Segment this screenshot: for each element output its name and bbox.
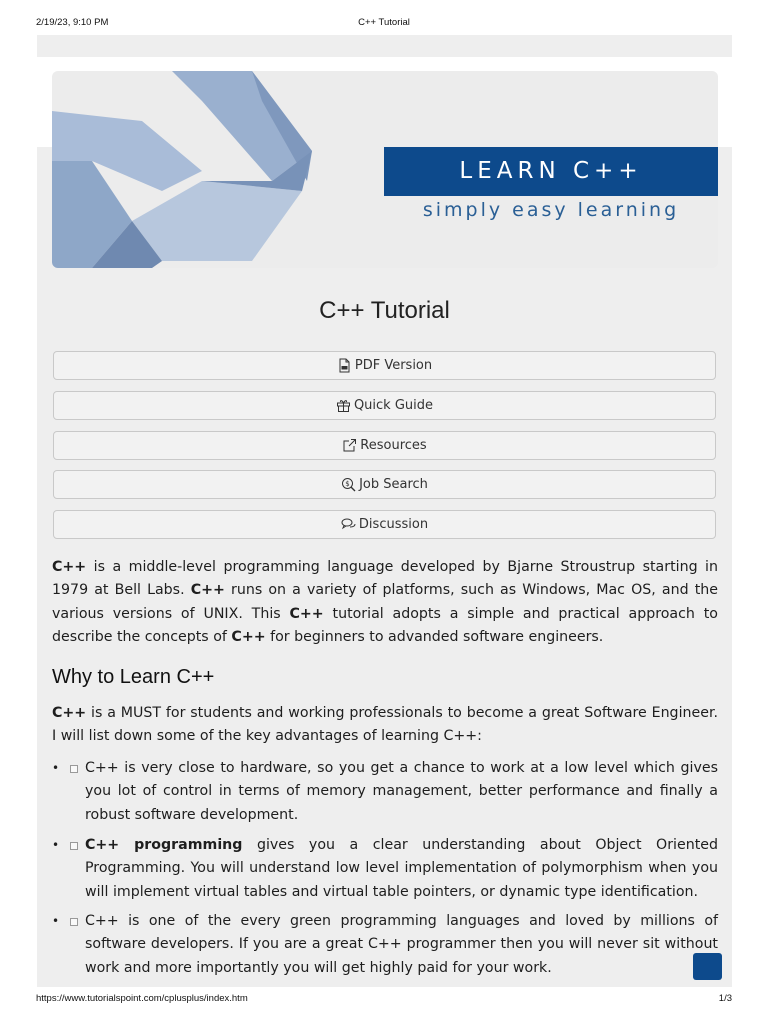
resources-label: Resources bbox=[360, 438, 427, 453]
gift-icon bbox=[336, 398, 351, 413]
bullet-text bbox=[85, 834, 718, 904]
why-lead-text: is a MUST for students and working professionals to become a great Software Engineer. I will list down some of the key advantages of learning C++: bbox=[52, 705, 718, 745]
bullet-dot: • bbox=[52, 838, 60, 852]
bullet-body: C++ is very close to hardware, so you get a chance to work at a low level which gives you lot of control in terms of memory management, better performance and finally a robust software development. bbox=[85, 760, 718, 823]
list-item bbox=[52, 757, 718, 827]
why-lead-section bbox=[52, 702, 718, 749]
intro-text-1: is a middle-level programming language developed by Bjarne Stroustrup starting in 1979 at Bell Labs. bbox=[52, 559, 718, 599]
intro-text-4: for beginners to advanded software engineers. bbox=[265, 628, 604, 645]
external-link-icon bbox=[342, 438, 357, 453]
resources-button[interactable] bbox=[53, 431, 716, 460]
pdf-version-label: PDF Version bbox=[354, 358, 433, 373]
cpp-term: C++ bbox=[52, 705, 87, 721]
bullet-text bbox=[85, 910, 718, 980]
intro-paragraph bbox=[52, 556, 718, 649]
pdf-icon bbox=[337, 358, 352, 373]
job-search-label: Job Search bbox=[359, 477, 428, 492]
learn-cpp-heading: LEARN C++ bbox=[384, 147, 718, 196]
bullet-dot: • bbox=[52, 914, 60, 928]
cpp-term: C++ bbox=[231, 628, 266, 645]
why-lead-paragraph bbox=[52, 702, 718, 749]
intro-text-2: runs on a variety of platforms, such as Windows, Mac OS, and the various versions of UNIX. This bbox=[52, 582, 718, 622]
bullet-image-icon bbox=[70, 842, 78, 850]
print-title: C++ Tutorial bbox=[358, 17, 410, 28]
quick-guide-button[interactable] bbox=[53, 391, 716, 420]
page-title: C++ Tutorial bbox=[319, 297, 450, 324]
scroll-to-top-button[interactable] bbox=[693, 953, 722, 980]
discussion-label: Discussion bbox=[358, 517, 429, 532]
print-datetime: 2/19/23, 9:10 PM bbox=[36, 17, 109, 28]
bullet-body: gives you a clear understanding about Object Oriented Programming. You will understand low level implementation of polymorphism when you will implement virtual tables and virtual table pointers, or dynamic type identification. bbox=[85, 837, 718, 900]
quick-guide-label: Quick Guide bbox=[353, 398, 434, 413]
cpp-term: C++ bbox=[289, 605, 324, 622]
cpp-programming-link[interactable]: C++ programming bbox=[85, 837, 243, 853]
intro-text-3: tutorial adopts a simple and practical approach to describe the concepts of bbox=[52, 605, 718, 645]
bullet-body: C++ is one of the every green programming languages and loved by millions of software developers. If you are a great C++ programmer then you will never sit without work and more importantly you will get highly paid for your work. bbox=[85, 913, 718, 976]
print-page-number: 1/3 bbox=[718, 993, 732, 1004]
search-dollar-icon bbox=[341, 477, 356, 492]
cpp-term: C++ bbox=[190, 582, 225, 599]
print-header bbox=[0, 17, 768, 31]
print-url: https://www.tutorialspoint.com/cplusplus/index.htm bbox=[36, 993, 248, 1004]
intro-section bbox=[52, 556, 718, 649]
pdf-version-button[interactable] bbox=[53, 351, 716, 380]
page-content bbox=[37, 35, 732, 987]
job-search-button[interactable] bbox=[53, 470, 716, 499]
cpp-term: C++ bbox=[52, 559, 87, 575]
learn-cpp-banner bbox=[52, 71, 718, 268]
why-learn-heading: Why to Learn C++ bbox=[52, 666, 215, 688]
bullet-image-icon bbox=[70, 765, 78, 773]
list-item bbox=[52, 834, 718, 904]
bullet-image-icon bbox=[70, 918, 78, 926]
chat-icon bbox=[341, 517, 356, 532]
print-footer bbox=[0, 993, 768, 1007]
list-item bbox=[52, 910, 718, 980]
bullet-text bbox=[85, 757, 718, 827]
banner-tagline: simply easy learning bbox=[422, 199, 680, 221]
bullet-dot: • bbox=[52, 761, 60, 775]
discussion-button[interactable] bbox=[53, 510, 716, 539]
svg-text:$: $ bbox=[345, 480, 350, 488]
banner-graphic bbox=[52, 71, 352, 268]
